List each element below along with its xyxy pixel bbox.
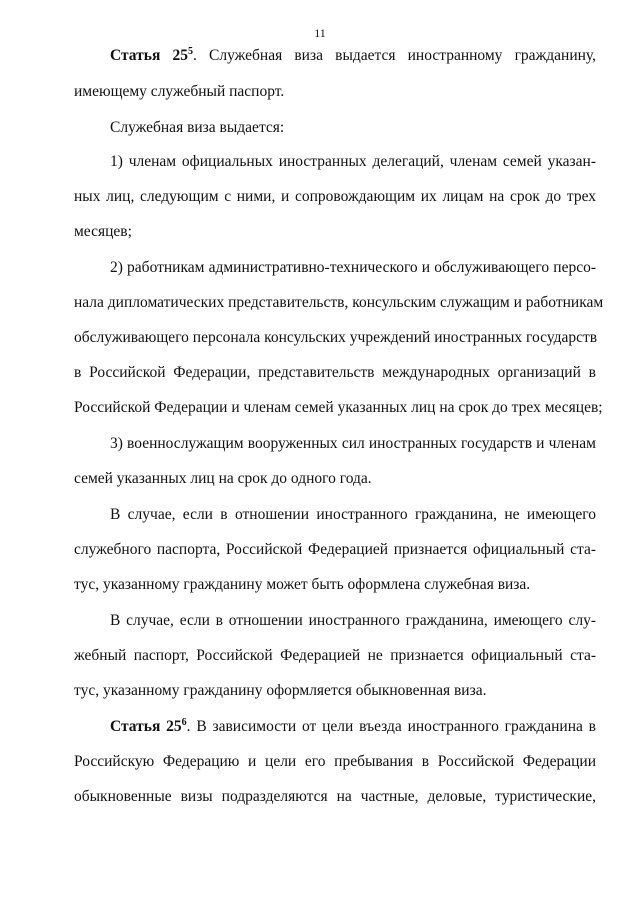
item-1-line-2: ных лиц, следующим с ними, и сопровождающим их лицам на срок до трех: [74, 188, 596, 205]
article-25-5-line-1: Статья $25^5$. Служебная виза выдается иностранному гражданину,: [110, 46, 596, 64]
paragraph-2-line-2: служебного паспорта, Российской Федерацией признается официальный ста-: [74, 541, 596, 558]
page-number: 11: [314, 26, 326, 40]
item-3-line-1: 3) военнослужащим вооруженных сил иностранных государств и членам: [110, 435, 596, 452]
article-25-5-line-2: имеющему служебный паспорт.: [74, 83, 285, 100]
item-2-line-3: обслуживающего персонала консульских учреждений иностранных государств: [74, 329, 598, 346]
item-1-line-3: месяцев;: [74, 223, 132, 240]
item-2-line-5: Российской Федерации и членам семей указанных лиц на срок до трех месяцев;: [74, 399, 603, 416]
item-1-line-1: 1) членам официальных иностранных делегаций, членам семей указан-: [110, 153, 596, 170]
item-3-line-2: семей указанных лиц на срок до одного года.: [74, 470, 372, 487]
article-25-6-line-2: Российскую Федерацию и цели его пребывания в Российской Федерации: [74, 753, 596, 770]
paragraph-3-line-1: В случае, если в отношении иностранного гражданина, имеющего слу-: [110, 612, 596, 629]
paragraph-3-line-3: тус, указанному гражданину оформляется обыкновенная виза.: [74, 682, 487, 699]
article-25-6-line-3: обыкновенные визы подразделяются на частные, деловые, туристические,: [74, 788, 596, 805]
paragraph-2-line-3: тус, указанному гражданину может быть оформлена служебная виза.: [74, 576, 531, 593]
item-2-line-1: 2) работникам административно-технического и обслуживающего персо-: [110, 259, 596, 276]
paragraph-3-line-2: жебный паспорт, Российской Федерацией не признается официальный ста-: [74, 647, 596, 664]
paragraph-service-visa-issued: Служебная виза выдается:: [110, 119, 285, 136]
item-2-line-2: нала дипломатических представительств, консульским служащим и работникам: [74, 294, 604, 311]
item-2-line-4: в Российской Федерации, представительств международных организаций в: [74, 364, 596, 381]
article-25-6-label: Статья $25^6$: [110, 717, 187, 735]
article-25-5-label: Статья $25^5$: [110, 46, 193, 64]
article-25-6-line-1: Статья $25^6$. В зависимости от цели въезда иностранного гражданина в: [110, 717, 596, 735]
paragraph-2-line-1: В случае, если в отношении иностранного гражданина, не имеющего: [110, 506, 596, 523]
